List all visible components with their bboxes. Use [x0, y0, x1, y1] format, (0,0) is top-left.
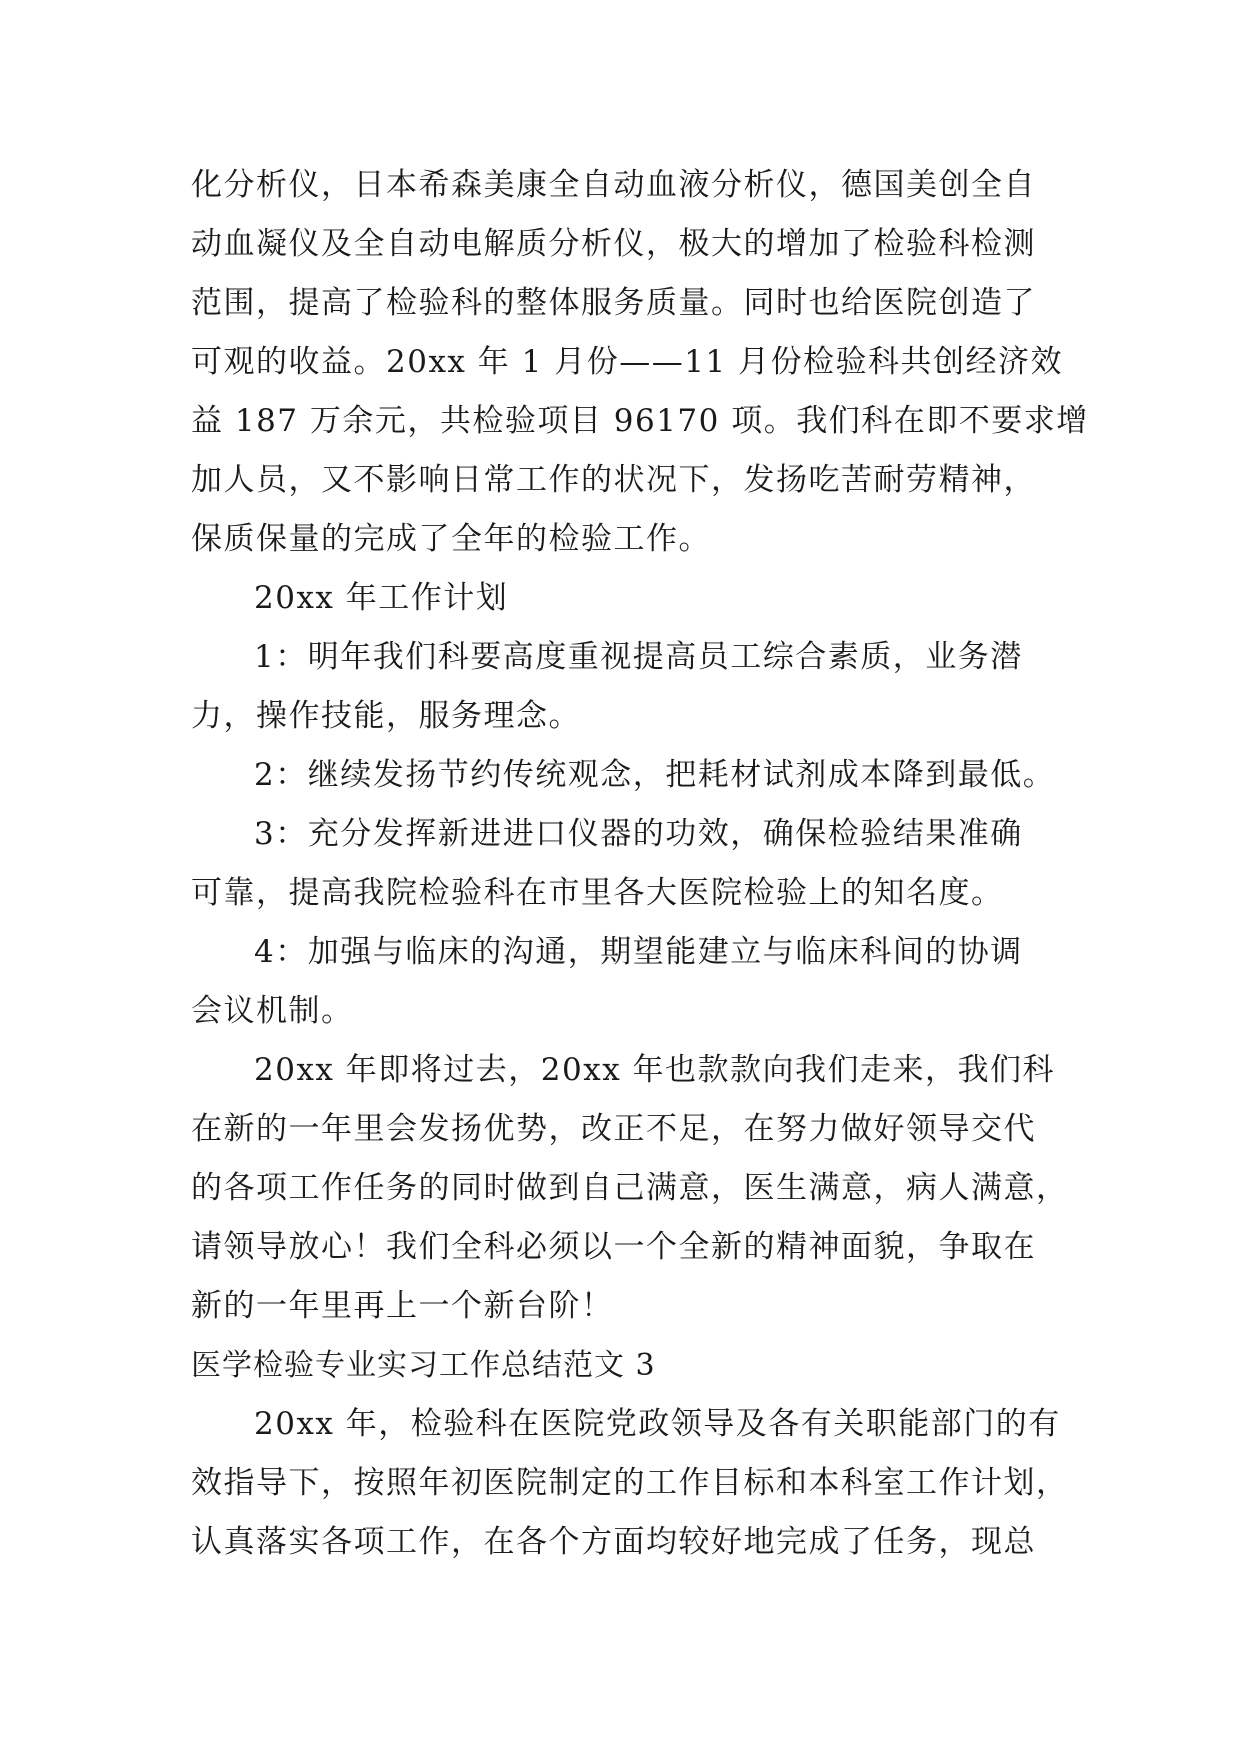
plan-item-2: 2：继续发扬节约传统观念，把耗材试剂成本降到最低。	[254, 757, 1056, 793]
text-line: 加人员，又不影响日常工作的状况下，发扬吃苦耐劳精神，	[191, 462, 1036, 498]
text-line: 效指导下，按照年初医院制定的工作目标和本科室工作计划，	[191, 1465, 1069, 1501]
text-line: 化分析仪，日本希森美康全自动血液分析仪，德国美创全自	[191, 167, 1036, 203]
text-line: 力，操作技能，服务理念。	[191, 698, 581, 734]
text-line: 请领导放心！我们全科必须以一个全新的精神面貌，争取在	[191, 1229, 1036, 1265]
document-body	[191, 156, 1089, 1572]
text-line: 保质保量的完成了全年的检验工作。	[191, 521, 711, 557]
text-line: 动血凝仪及全自动电解质分析仪，极大的增加了检验科检测	[191, 226, 1036, 262]
paragraph-start: 20xx 年即将过去，20xx 年也款款向我们走来，我们科	[254, 1052, 1056, 1088]
plan-item-4: 4：加强与临床的沟通，期望能建立与临床科间的协调	[254, 934, 1023, 970]
article-title: 医学检验专业实习工作总结范文 3	[191, 1348, 656, 1383]
text-line: 可靠，提高我院检验科在市里各大医院检验上的知名度。	[191, 875, 1004, 911]
text-line: 益 187 万余元，共检验项目 96170 项。我们科在即不要求增	[191, 403, 1089, 439]
section-heading-work-plan: 20xx 年工作计划	[254, 580, 509, 616]
text-line: 范围，提高了检验科的整体服务质量。同时也给医院创造了	[191, 285, 1036, 321]
text-line: 新的一年里再上一个新台阶！	[191, 1288, 614, 1324]
text-line: 认真落实各项工作，在各个方面均较好地完成了任务，现总	[191, 1524, 1036, 1560]
text-line: 会议机制。	[191, 993, 354, 1029]
paragraph-start: 20xx 年，检验科在医院党政领导及各有关职能部门的有	[254, 1406, 1061, 1442]
text-line: 在新的一年里会发扬优势，改正不足，在努力做好领导交代	[191, 1111, 1036, 1147]
plan-item-1: 1：明年我们科要高度重视提高员工综合素质，业务潜	[254, 639, 1023, 675]
plan-item-3: 3：充分发挥新进进口仪器的功效，确保检验结果准确	[254, 816, 1023, 852]
text-line: 的各项工作任务的同时做到自己满意，医生满意，病人满意，	[191, 1170, 1069, 1206]
text-line: 可观的收益。20xx 年 1 月份——11 月份检验科共创经济效	[191, 344, 1063, 380]
